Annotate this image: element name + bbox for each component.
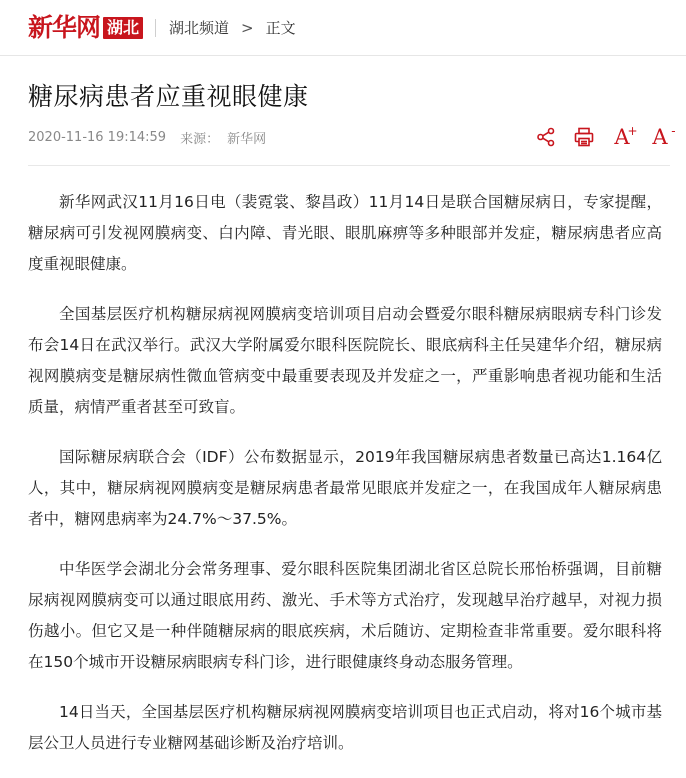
xinhua-logo[interactable]: [28, 13, 143, 43]
site-header: [0, 0, 686, 56]
font-increase-icon[interactable]: A +: [614, 124, 638, 149]
article-toolbar: [536, 124, 676, 149]
article-datetime: 2020-11-16 19:14:59: [28, 130, 167, 145]
breadcrumb-channel-link[interactable]: 湖北频道: [169, 19, 230, 37]
print-icon[interactable]: [574, 126, 594, 148]
article-paragraph: 全国基层医疗机构糖尿病视网膜病变培训项目启动会暨爱尔眼科糖尿病眼病专科门诊发布会14日在武汉举行。武汉大学附属爱尔眼科医院院长、眼底病科主任吴建华介绍，糖尿病视网膜病变是糖尿病性微血管病变中最重要表现及并发症之一，严重影响患者视功能和生活质量，病情严重者甚至可致盲。: [28, 305, 662, 416]
logo-region-badge: 湖北: [103, 17, 143, 39]
breadcrumb-separator: >: [241, 18, 254, 37]
share-icon[interactable]: [536, 126, 556, 148]
font-decrease-icon[interactable]: A -: [652, 124, 676, 149]
article-body: [28, 187, 662, 778]
source-value: 新华网: [227, 132, 267, 147]
article-paragraph: 14日当天，全国基层医疗机构糖尿病视网膜病变培训项目也正式启动，将对16个城市基层公卫人员进行专业糖网基础诊断及治疗培训。: [28, 703, 662, 752]
header-divider: [155, 19, 156, 37]
logo-main-text: 新华网: [28, 12, 101, 42]
breadcrumb-current: 正文: [265, 19, 296, 37]
article-paragraph: 中华医学会湖北分会常务理事、爱尔眼科医院集团湖北省区总院长邢怡桥强调，目前糖尿病视网膜病变可以通过眼底用药、激光、手术等方式治疗，发现越早治疗越早，对视力损伤越小。但它又是一种伴随糖尿病的眼底疾病，术后随访、定期检查非常重要。爱尔眼科将在150个城市开设糖尿病眼病专科门诊，进行眼健康终身动态服务管理。: [28, 560, 662, 671]
article-paragraph: 新华网武汉11月16日电（裴霓裳、黎昌政）11月14日是联合国糖尿病日，专家提醒，糖尿病可引发视网膜病变、白内障、青光眼、眼肌麻痹等多种眼部并发症，糖尿病患者应高度重视眼健康。: [28, 193, 662, 273]
article-paragraph: 国际糖尿病联合会（IDF）公布数据显示，2019年我国糖尿病患者数量已高达1.164亿人，其中，糖尿病视网膜病变是糖尿病患者最常见眼底并发症之一，在我国成年人糖尿病患者中，糖网患病率为24.7%～37.5%。: [28, 448, 662, 528]
article-title: 糖尿病患者应重视眼健康: [28, 82, 309, 111]
article-meta: [28, 128, 266, 147]
source-label: 来源：: [180, 132, 220, 147]
content-divider: [28, 165, 670, 166]
breadcrumb: [169, 17, 296, 38]
